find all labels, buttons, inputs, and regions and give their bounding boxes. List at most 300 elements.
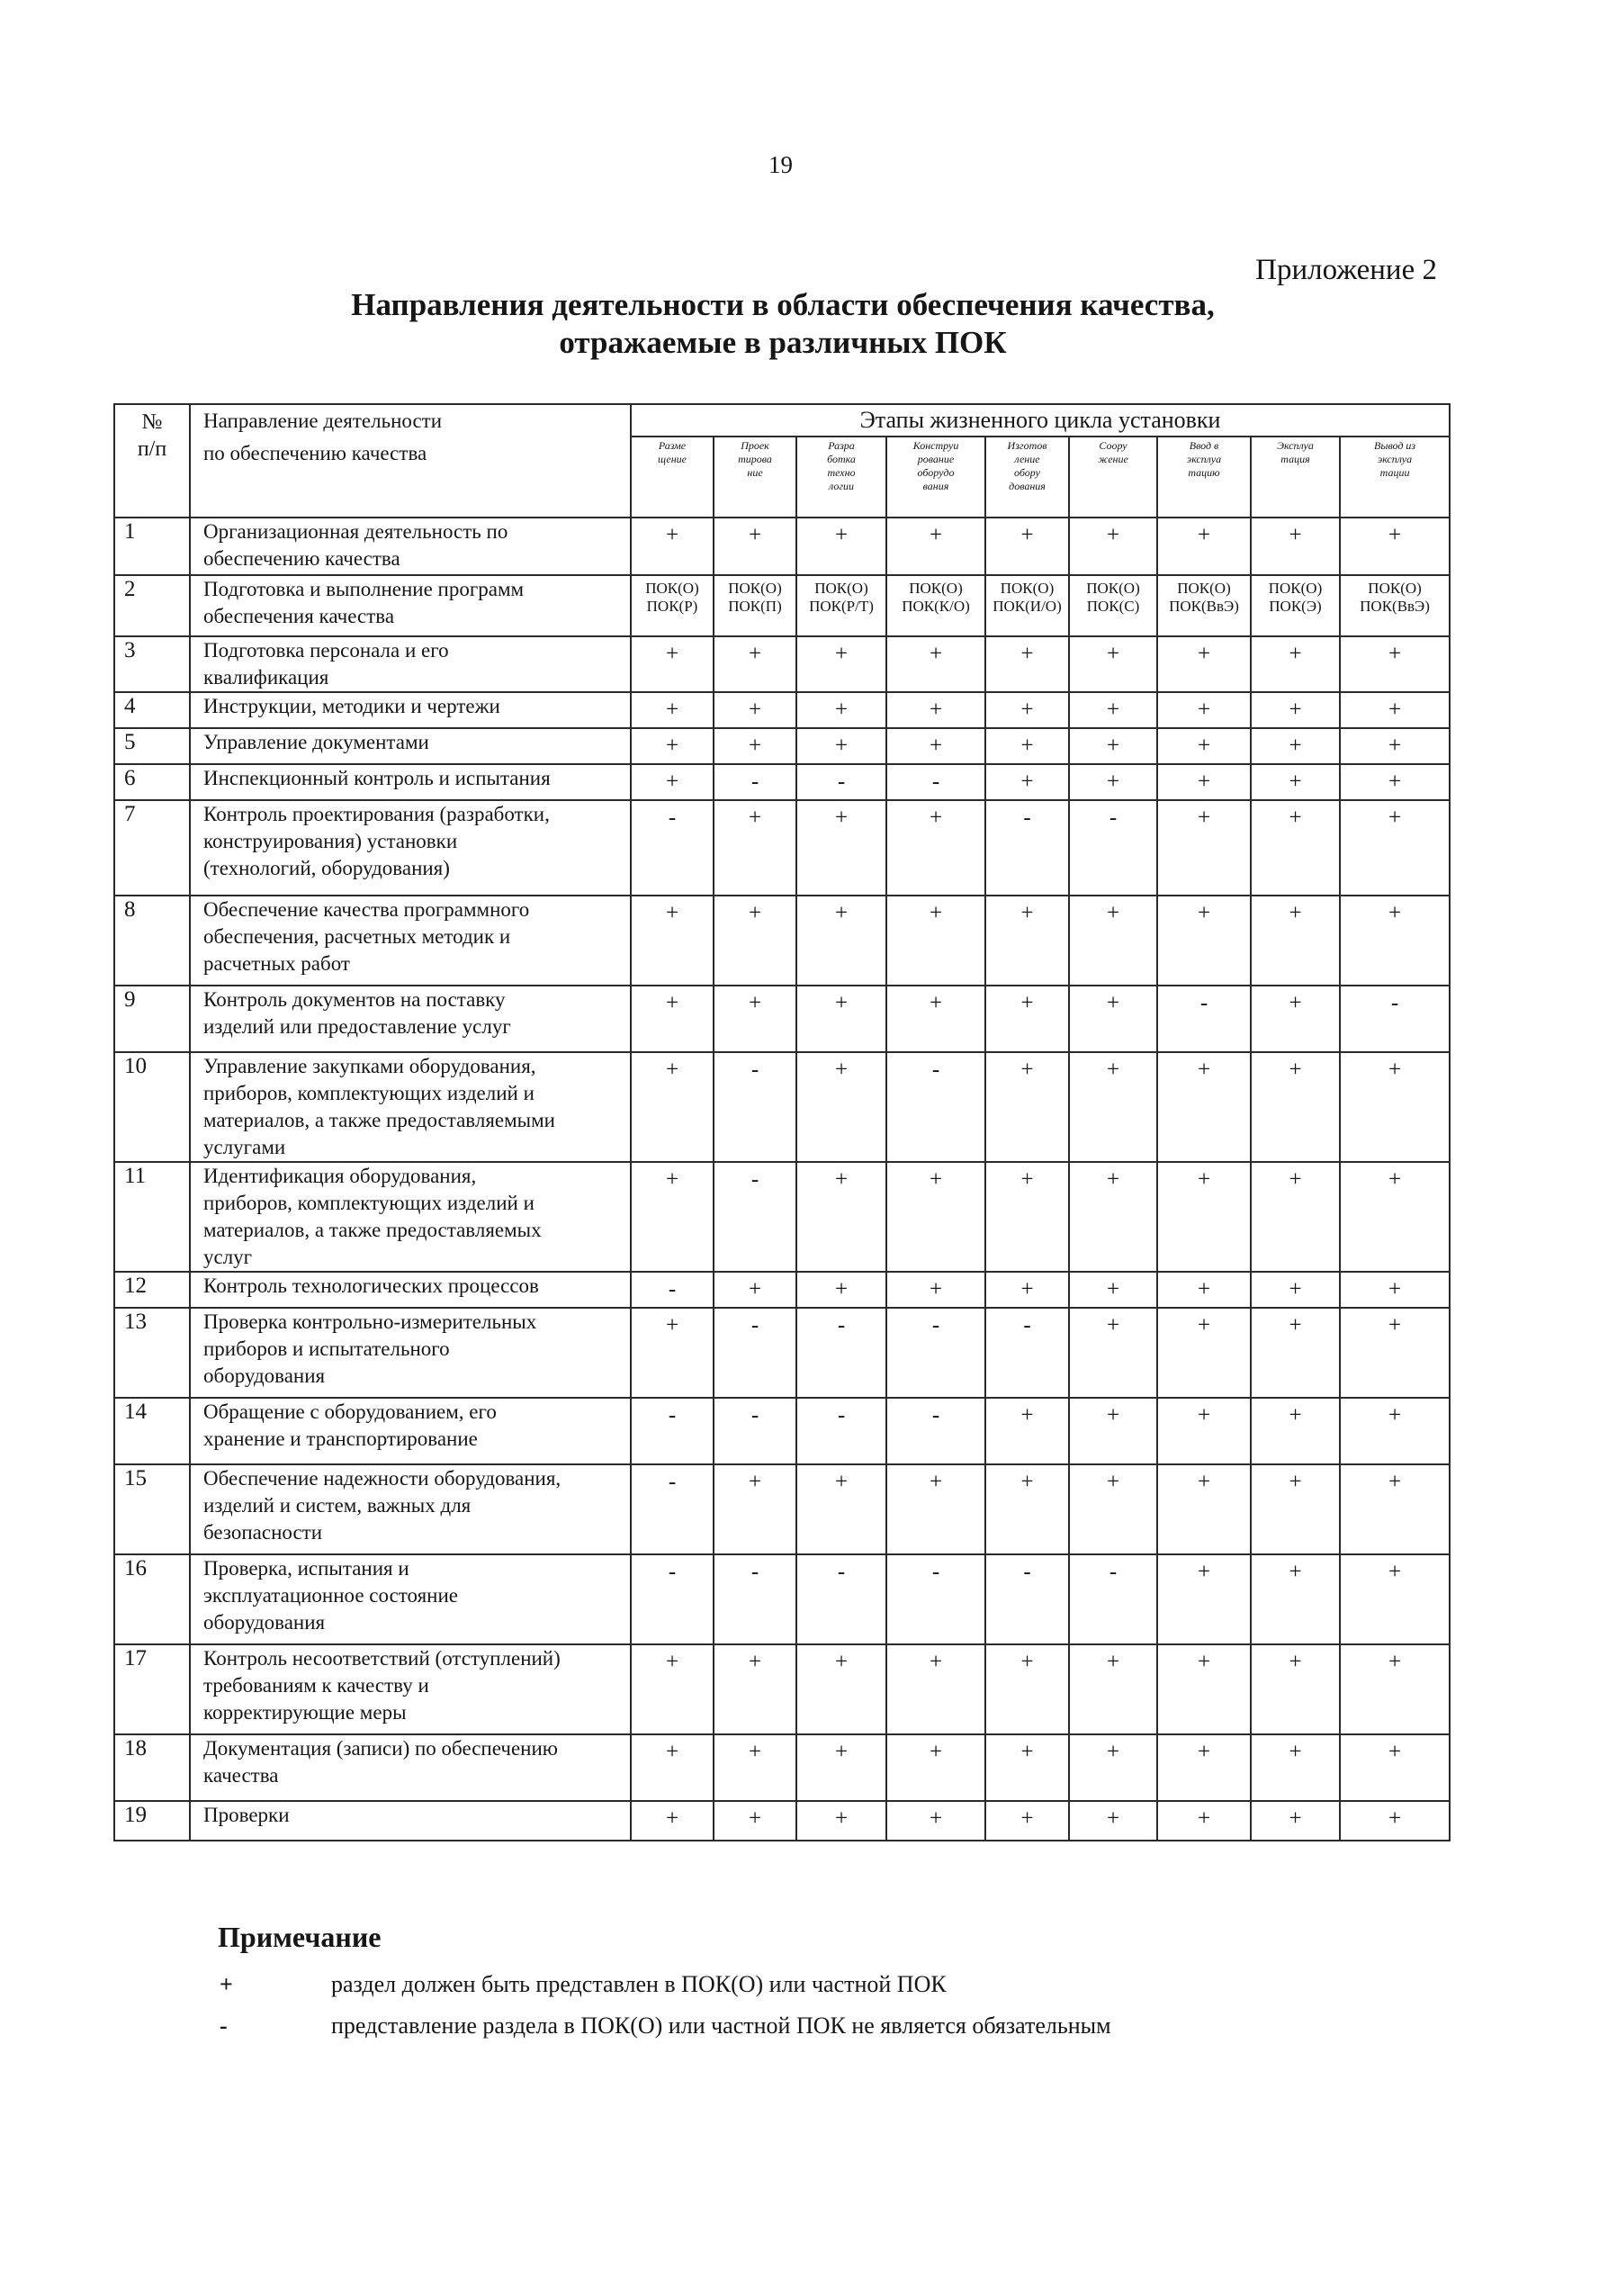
mark-cell: + <box>796 1464 886 1554</box>
row-direction-line: Инструкции, методики и чертежи <box>203 695 500 717</box>
stage-label-line: Вывод из <box>1373 439 1416 452</box>
row-direction-line: Контроль несоответствий (отступлений) <box>203 1647 561 1670</box>
row-number: 16 <box>114 1554 190 1644</box>
mark-cell: + <box>886 1272 985 1308</box>
pok-cell <box>886 575 985 636</box>
row-direction-line: Инспекционный контроль и испытания <box>203 767 551 789</box>
mark-cell: + <box>886 692 985 728</box>
pok-line: ПОК(ВвЭ) <box>1360 598 1430 615</box>
mark-cell: + <box>1157 800 1251 896</box>
stage-label-line: жение <box>1098 453 1128 465</box>
mark-cell: + <box>796 728 886 764</box>
row-direction <box>190 1308 631 1398</box>
mark-cell: + <box>1340 728 1450 764</box>
stage-header-cell <box>1157 437 1251 518</box>
row-direction <box>190 636 631 692</box>
mark-cell: + <box>985 1272 1069 1308</box>
table-row <box>114 636 1450 692</box>
mark-cell: - <box>796 1308 886 1398</box>
row-number: 7 <box>114 800 190 896</box>
row-direction-line: Проверка контрольно-измерительных <box>203 1310 537 1333</box>
stage-header-cell <box>1069 437 1157 518</box>
stage-label-line: тацию <box>1188 466 1220 479</box>
row-direction-line: приборов и испытательного <box>203 1337 450 1360</box>
pok-cell <box>1069 575 1157 636</box>
mark-cell: + <box>1157 636 1251 692</box>
header-num-cell <box>114 404 190 518</box>
table-row <box>114 1272 1450 1308</box>
row-direction <box>190 1464 631 1554</box>
mark-cell: + <box>1340 1734 1450 1801</box>
mark-cell: + <box>631 1734 714 1801</box>
mark-cell: + <box>714 728 796 764</box>
table-header-row <box>114 404 1450 437</box>
stage-label-line: Проек <box>741 439 769 452</box>
row-direction <box>190 1554 631 1644</box>
row-direction-line: обеспечения качества <box>203 605 395 627</box>
stage-header-cell <box>796 437 886 518</box>
mark-cell: - <box>631 1398 714 1464</box>
pok-line: ПОК(Р/Т) <box>809 598 874 615</box>
mark-cell: + <box>985 1464 1069 1554</box>
mark-cell: + <box>796 692 886 728</box>
mark-cell: + <box>714 1644 796 1734</box>
row-direction-line: Управление закупками оборудования, <box>203 1055 536 1077</box>
mark-cell: + <box>985 692 1069 728</box>
mark-cell: + <box>796 1801 886 1841</box>
mark-cell: + <box>1157 1644 1251 1734</box>
mark-cell: + <box>1069 636 1157 692</box>
mark-cell: + <box>1251 692 1340 728</box>
mark-cell: + <box>1251 1272 1340 1308</box>
pok-line: ПОК(О) <box>814 580 868 597</box>
mark-cell: + <box>1069 1734 1157 1801</box>
mark-cell: - <box>714 1398 796 1464</box>
row-direction-line: Проверки <box>203 1804 290 1826</box>
mark-cell: + <box>985 896 1069 986</box>
mark-cell: + <box>1340 1162 1450 1272</box>
pok-line: ПОК(С) <box>1086 598 1140 615</box>
mark-cell: + <box>714 800 796 896</box>
row-direction-line: квалификация <box>203 666 329 689</box>
mark-cell: + <box>886 728 985 764</box>
stage-label-line: Разра <box>828 439 855 452</box>
mark-cell: + <box>714 636 796 692</box>
mark-cell: + <box>1251 1554 1340 1644</box>
note-title: Примечание <box>218 1921 382 1953</box>
mark-cell: - <box>886 1554 985 1644</box>
mark-cell: + <box>1069 1162 1157 1272</box>
mark-cell: + <box>1251 800 1340 896</box>
note-text: представление раздела в ПОК(О) или частной ПОК не является обязательным <box>331 2012 1111 2039</box>
mark-cell: + <box>1069 1272 1157 1308</box>
row-direction <box>190 986 631 1052</box>
pok-line: ПОК(К/О) <box>902 598 970 615</box>
mark-cell: + <box>1157 1398 1251 1464</box>
stage-label-line: тации <box>1379 466 1410 479</box>
mark-cell: - <box>886 764 985 800</box>
mark-cell: + <box>1157 1272 1251 1308</box>
mark-cell: + <box>631 518 714 575</box>
mark-cell: - <box>985 1554 1069 1644</box>
mark-cell: - <box>796 764 886 800</box>
mark-cell: + <box>886 1734 985 1801</box>
mark-cell: + <box>1157 692 1251 728</box>
table-row <box>114 1464 1450 1554</box>
row-number: 3 <box>114 636 190 692</box>
row-direction-line: (технологий, оборудования) <box>203 857 450 879</box>
mark-cell: - <box>1157 986 1251 1052</box>
row-direction-line: качества <box>203 1764 279 1787</box>
row-number: 14 <box>114 1398 190 1464</box>
row-number: 18 <box>114 1734 190 1801</box>
mark-cell: + <box>714 1464 796 1554</box>
row-direction-line: Документация (записи) по обеспечению <box>203 1737 558 1760</box>
mark-cell: + <box>1157 518 1251 575</box>
row-direction <box>190 1272 631 1308</box>
pok-line: ПОК(О) <box>1086 580 1140 597</box>
table-row <box>114 896 1450 986</box>
mark-cell: + <box>1251 1801 1340 1841</box>
mark-cell: + <box>1340 1398 1450 1464</box>
stage-label-line: Ввод в <box>1189 439 1219 452</box>
mark-cell: + <box>1069 692 1157 728</box>
table-row <box>114 1554 1450 1644</box>
mark-cell: + <box>1340 518 1450 575</box>
pok-cell <box>1251 575 1340 636</box>
mark-cell: + <box>714 518 796 575</box>
table-row <box>114 575 1450 636</box>
row-number: 17 <box>114 1644 190 1734</box>
row-number: 8 <box>114 896 190 986</box>
row-direction-line: конструирования) установки <box>203 830 458 852</box>
row-direction-line: изделий и систем, важных для <box>203 1494 472 1517</box>
mark-cell: + <box>1340 1464 1450 1554</box>
pok-line: ПОК(ВвЭ) <box>1169 598 1239 615</box>
stage-label-line: ние <box>747 466 763 479</box>
mark-cell: - <box>631 1554 714 1644</box>
mark-cell: + <box>796 1162 886 1272</box>
mark-cell: + <box>1251 986 1340 1052</box>
mark-cell: + <box>1251 1464 1340 1554</box>
stage-label-line: тация <box>1280 453 1310 465</box>
mark-cell: + <box>985 728 1069 764</box>
note-symbol: + <box>220 1971 233 1997</box>
mark-cell: + <box>1340 692 1450 728</box>
table-row <box>114 1052 1450 1162</box>
stage-label-line: рование <box>917 453 955 465</box>
header-direction-line-2: по обеспечению качества <box>203 442 427 464</box>
mark-cell: - <box>631 1272 714 1308</box>
stage-label-line: Разме <box>658 439 687 452</box>
mark-cell: + <box>1069 1308 1157 1398</box>
mark-cell: + <box>985 1052 1069 1162</box>
row-direction-line: услугами <box>203 1136 286 1158</box>
mark-cell: - <box>796 1398 886 1464</box>
mark-cell: + <box>1251 1308 1340 1398</box>
stage-label-line: обору <box>1014 466 1040 479</box>
mark-cell: - <box>631 800 714 896</box>
row-direction-line: приборов, комплектующих изделий и <box>203 1192 535 1214</box>
mark-cell: + <box>631 1052 714 1162</box>
mark-cell: + <box>1157 1162 1251 1272</box>
mark-cell: + <box>1340 1801 1450 1841</box>
mark-cell: - <box>886 1398 985 1464</box>
mark-cell: + <box>985 636 1069 692</box>
page-number: 19 <box>768 151 793 178</box>
table-row <box>114 764 1450 800</box>
row-direction-line: Обращение с оборудованием, его <box>203 1400 497 1423</box>
mark-cell: - <box>714 764 796 800</box>
mark-cell: + <box>631 636 714 692</box>
mark-cell: + <box>1069 986 1157 1052</box>
row-number: 10 <box>114 1052 190 1162</box>
stage-label-line: эксплуа <box>1377 453 1413 465</box>
mark-cell: + <box>886 1464 985 1554</box>
mark-cell: + <box>631 1644 714 1734</box>
stage-label-line: эксплуа <box>1186 453 1222 465</box>
table-row <box>114 800 1450 896</box>
pok-line: ПОК(И/О) <box>993 598 1062 615</box>
pok-line: ПОК(О) <box>645 580 699 597</box>
row-direction-line: Управление документами <box>203 731 429 753</box>
mark-cell: - <box>985 800 1069 896</box>
row-number: 15 <box>114 1464 190 1554</box>
row-number: 2 <box>114 575 190 636</box>
mark-cell: + <box>1069 1464 1157 1554</box>
stage-label-line: техно <box>827 466 856 479</box>
mark-cell: + <box>1251 518 1340 575</box>
mark-cell: - <box>886 1308 985 1398</box>
mark-cell: + <box>886 518 985 575</box>
mark-cell: + <box>1157 1308 1251 1398</box>
row-number: 4 <box>114 692 190 728</box>
mark-cell: + <box>1251 896 1340 986</box>
mark-cell: + <box>631 728 714 764</box>
mark-cell: + <box>1340 764 1450 800</box>
pok-line: ПОК(О) <box>1000 580 1055 597</box>
mark-cell: + <box>796 1734 886 1801</box>
row-direction <box>190 1052 631 1162</box>
pok-cell <box>1157 575 1251 636</box>
pok-cell <box>985 575 1069 636</box>
mark-cell: + <box>886 896 985 986</box>
pok-line: ПОК(О) <box>1368 580 1422 597</box>
row-number: 9 <box>114 986 190 1052</box>
mark-cell: + <box>1069 1398 1157 1464</box>
row-direction <box>190 1801 631 1841</box>
mark-cell: + <box>796 518 886 575</box>
mark-cell: + <box>714 1801 796 1841</box>
stage-label-line: логии <box>828 480 855 492</box>
pok-line: ПОК(О) <box>1268 580 1323 597</box>
row-direction-line: Контроль технологических процессов <box>203 1274 539 1297</box>
mark-cell: + <box>1340 1308 1450 1398</box>
mark-cell: + <box>886 1162 985 1272</box>
stage-label-line: Эксплуа <box>1277 439 1314 452</box>
mark-cell: + <box>1251 728 1340 764</box>
row-number: 1 <box>114 518 190 575</box>
stage-label-line: вания <box>922 480 949 492</box>
pok-line: ПОК(Э) <box>1269 598 1322 615</box>
mark-cell: + <box>1157 728 1251 764</box>
mark-cell: + <box>1069 518 1157 575</box>
stage-header-cell <box>714 437 796 518</box>
mark-cell: + <box>631 896 714 986</box>
mark-cell: + <box>631 1308 714 1398</box>
mark-cell: + <box>886 636 985 692</box>
mark-cell: + <box>631 1801 714 1841</box>
mark-cell: - <box>714 1052 796 1162</box>
row-direction <box>190 1162 631 1272</box>
row-direction-line: Контроль документов на поставку <box>203 988 506 1011</box>
table-row <box>114 1734 1450 1801</box>
mark-cell: - <box>1340 986 1450 1052</box>
header-num-line-1: № <box>141 410 163 434</box>
mark-cell: + <box>1069 1644 1157 1734</box>
pok-cell <box>1340 575 1450 636</box>
stage-label-line: ботка <box>827 453 856 465</box>
pok-cell <box>631 575 714 636</box>
row-direction <box>190 1398 631 1464</box>
stage-label-line: дования <box>1009 480 1046 492</box>
appendix-label: Приложение 2 <box>1255 254 1437 286</box>
mark-cell: + <box>1157 1052 1251 1162</box>
table-row <box>114 728 1450 764</box>
mark-cell: + <box>886 1801 985 1841</box>
mark-cell: + <box>1340 896 1450 986</box>
mark-cell: + <box>631 1162 714 1272</box>
mark-cell: - <box>714 1162 796 1272</box>
mark-cell: + <box>1069 764 1157 800</box>
stage-header-cell <box>1251 437 1340 518</box>
row-direction-line: корректирующие меры <box>203 1701 407 1724</box>
mark-cell: + <box>985 518 1069 575</box>
note-symbol: - <box>220 2012 228 2039</box>
pok-line: ПОК(О) <box>909 580 963 597</box>
mark-cell: + <box>985 1644 1069 1734</box>
mark-cell: - <box>886 1052 985 1162</box>
mark-cell: + <box>796 1272 886 1308</box>
mark-cell: + <box>714 986 796 1052</box>
mark-cell: + <box>985 986 1069 1052</box>
row-direction-line: требованиям к качеству и <box>203 1674 429 1697</box>
pok-cell <box>714 575 796 636</box>
row-direction-line: оборудования <box>203 1611 326 1634</box>
row-direction <box>190 575 631 636</box>
mark-cell: - <box>631 1464 714 1554</box>
stage-header-cell <box>631 437 714 518</box>
mark-cell: + <box>796 636 886 692</box>
mark-cell: + <box>1069 1801 1157 1841</box>
mark-cell: + <box>796 800 886 896</box>
stage-label-line: Изготов <box>1007 439 1047 452</box>
table-row <box>114 1801 1450 1841</box>
stage-label-line: Конструи <box>912 439 959 452</box>
row-direction-line: Проверка, испытания и <box>203 1557 409 1580</box>
stage-header-cell <box>1340 437 1450 518</box>
row-direction-line: хранение и транспортирование <box>203 1427 478 1450</box>
row-direction-line: Подготовка персонала и его <box>203 639 449 662</box>
row-direction-line: обеспечению качества <box>203 547 400 570</box>
row-direction-line: приборов, комплектующих изделий и <box>203 1082 535 1104</box>
mark-cell: + <box>1157 1801 1251 1841</box>
mark-cell: + <box>1069 1052 1157 1162</box>
table-row <box>114 518 1450 575</box>
header-stages-cell: Этапы жизненного цикла установки <box>631 404 1450 437</box>
row-direction-line: Организационная деятельность по <box>203 520 508 543</box>
mark-cell: - <box>1069 800 1157 896</box>
row-number: 6 <box>114 764 190 800</box>
row-number: 5 <box>114 728 190 764</box>
stage-label-line: оборудо <box>917 466 955 479</box>
quality-activities-table <box>113 403 1451 1841</box>
stage-label-line: щение <box>658 453 687 465</box>
mark-cell: + <box>631 764 714 800</box>
pok-line: ПОК(Р) <box>646 598 698 615</box>
row-direction-line: обеспечения, расчетных методик и <box>203 925 511 948</box>
mark-cell: + <box>985 1162 1069 1272</box>
mark-cell: + <box>886 800 985 896</box>
mark-cell: + <box>1157 1554 1251 1644</box>
pok-line: ПОК(П) <box>728 598 782 615</box>
mark-cell: + <box>985 1734 1069 1801</box>
pok-line: ПОК(О) <box>1177 580 1231 597</box>
mark-cell: - <box>714 1554 796 1644</box>
mark-cell: + <box>796 1052 886 1162</box>
pok-line: ПОК(О) <box>728 580 782 597</box>
note-item <box>220 1971 947 1998</box>
mark-cell: - <box>714 1308 796 1398</box>
mark-cell: + <box>1069 896 1157 986</box>
mark-cell: + <box>796 896 886 986</box>
mark-cell: + <box>985 1801 1069 1841</box>
mark-cell: + <box>631 986 714 1052</box>
row-number: 13 <box>114 1308 190 1398</box>
row-direction <box>190 728 631 764</box>
row-direction-line: изделий или предоставление услуг <box>203 1015 511 1038</box>
row-direction-line: оборудования <box>203 1364 326 1387</box>
row-direction-line: материалов, а также предоставляемыми <box>203 1109 555 1131</box>
mark-cell: + <box>1251 1644 1340 1734</box>
header-direction-line-1: Направление деятельности <box>203 410 443 432</box>
row-direction-line: эксплуатационное состояние <box>203 1584 458 1607</box>
mark-cell: + <box>1157 764 1251 800</box>
mark-cell: + <box>1340 1272 1450 1308</box>
mark-cell: + <box>1069 728 1157 764</box>
mark-cell: + <box>631 692 714 728</box>
stage-label-line: тирова <box>738 453 772 465</box>
document-title <box>315 286 1251 362</box>
row-direction-line: расчетных работ <box>203 952 350 975</box>
row-direction <box>190 764 631 800</box>
table-row <box>114 1644 1450 1734</box>
row-direction-line: безопасности <box>203 1521 323 1544</box>
table-row <box>114 1398 1450 1464</box>
title-line-2: отражаемые в различных ПОК <box>559 325 1007 360</box>
mark-cell: + <box>714 692 796 728</box>
mark-cell: + <box>1340 636 1450 692</box>
mark-cell: + <box>1251 764 1340 800</box>
row-direction <box>190 800 631 896</box>
mark-cell: + <box>714 896 796 986</box>
row-direction <box>190 896 631 986</box>
mark-cell: - <box>796 1554 886 1644</box>
row-direction <box>190 692 631 728</box>
header-num-line-2: п/п <box>137 437 167 461</box>
row-number: 19 <box>114 1801 190 1841</box>
stage-label-line: Соору <box>1099 439 1127 452</box>
